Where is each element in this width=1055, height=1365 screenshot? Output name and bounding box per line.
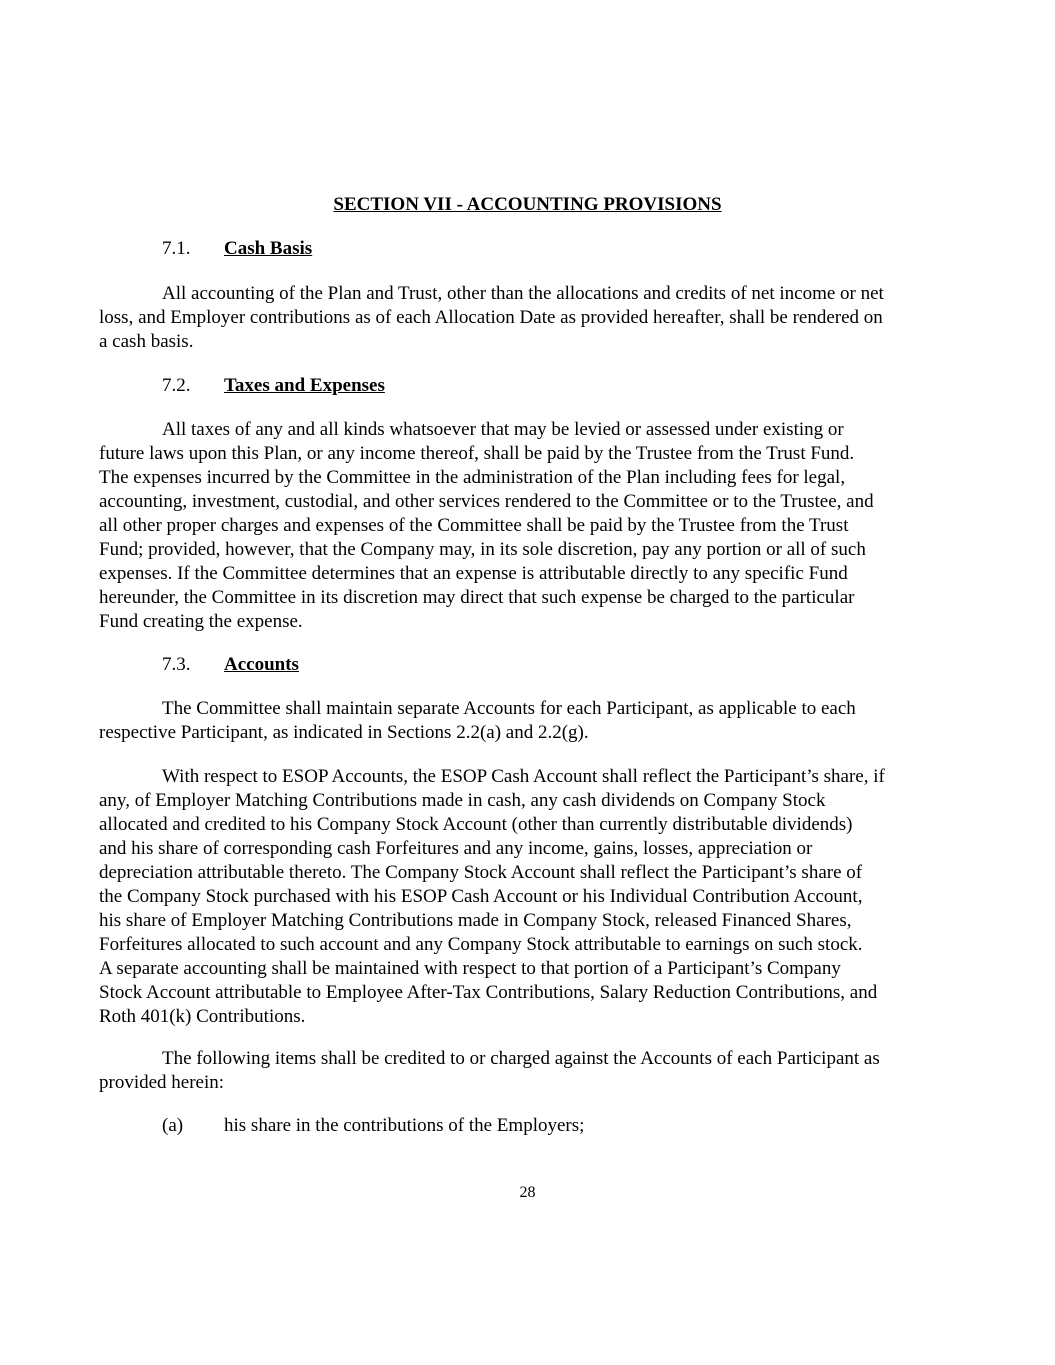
section-title: SECTION VII - ACCOUNTING PROVISIONS [333,194,722,215]
page-number: 28 [519,1184,536,1201]
paragraph-line: All accounting of the Plan and Trust, other than the allocations and credits of net income or net [162,283,884,304]
paragraph-line: hereunder, the Committee in its discretion may direct that such expense be charged to the particular [99,587,855,608]
paragraph-line: the Company Stock purchased with his ESOP Cash Account or his Individual Contribution Account, [99,886,863,907]
paragraph-line: Fund; provided, however, that the Company may, in its sole discretion, pay any portion or all of such [99,539,866,560]
paragraph-esop-accounts [99,765,969,1029]
paragraph-line: With respect to ESOP Accounts, the ESOP Cash Account shall reflect the Participant’s share, if [162,766,885,787]
paragraph-line: any, of Employer Matching Contributions made in cash, any cash dividends on Company Stock [99,790,826,811]
list-item-text: his share in the contributions of the Employers; [224,1115,585,1136]
paragraph-line: Forfeitures allocated to such account and any Company Stock attributable to earnings on such stock. [99,934,863,955]
paragraph-line: provided herein: [99,1072,225,1093]
paragraph-line: loss, and Employer contributions as of each Allocation Date as provided hereafter, shall be rendered on [99,307,883,328]
paragraph-cash-basis [99,282,969,354]
paragraph-line: The following items shall be credited to or charged against the Accounts of each Participant as [162,1048,880,1069]
paragraph-line: respective Participant, as indicated in Sections 2.2(a) and 2.2(g). [99,722,589,743]
paragraph-line: depreciation attributable thereto. The Company Stock Account shall reflect the Participant’s share of [99,862,863,883]
paragraph-line: his share of Employer Matching Contributions made in Company Stock, released Financed Shares, [99,910,852,931]
paragraph-accounts [99,697,969,745]
paragraph-line: Fund creating the expense. [99,611,303,632]
paragraph-line: Stock Account attributable to Employee After-Tax Contributions, Salary Reduction Contributions, and [99,982,878,1003]
paragraph-line: accounting, investment, custodial, and other services rendered to the Committee or to the Trustee, and [99,491,874,512]
paragraph-line: Roth 401(k) Contributions. [99,1006,306,1027]
paragraph-line: and his share of corresponding cash Forfeitures and any income, gains, losses, appreciation or [99,838,813,859]
list-item-label: (a) [162,1115,184,1136]
section-number: 7.2. [162,375,191,396]
paragraph-line: A separate accounting shall be maintained with respect to that portion of a Participant’s Company [99,958,841,979]
paragraph-line: future laws upon this Plan, or any income thereof, shall be paid by the Trustee from the Trust Fund. [99,443,855,464]
paragraph-line: The expenses incurred by the Committee in the administration of the Plan including fees for legal, [99,467,846,488]
paragraph-credited-items [99,1047,969,1095]
section-heading: Accounts [224,654,299,675]
paragraph-taxes-expenses [99,418,969,634]
paragraph-line: expenses. If the Committee determines that an expense is attributable directly to any specific Fund [99,563,848,584]
paragraph-line: All taxes of any and all kinds whatsoever that may be levied or assessed under existing or [162,419,844,440]
paragraph-line: all other proper charges and expenses of the Committee shall be paid by the Trustee from the Trust [99,515,849,536]
section-number: 7.1. [162,238,191,259]
paragraph-line: allocated and credited to his Company Stock Account (other than currently distributable dividends) [99,814,853,835]
section-number: 7.3. [162,654,191,675]
paragraph-line: a cash basis. [99,331,194,352]
section-heading: Cash Basis [224,238,313,259]
paragraph-line: The Committee shall maintain separate Accounts for each Participant, as applicable to each [162,698,856,719]
section-heading: Taxes and Expenses [224,375,385,396]
